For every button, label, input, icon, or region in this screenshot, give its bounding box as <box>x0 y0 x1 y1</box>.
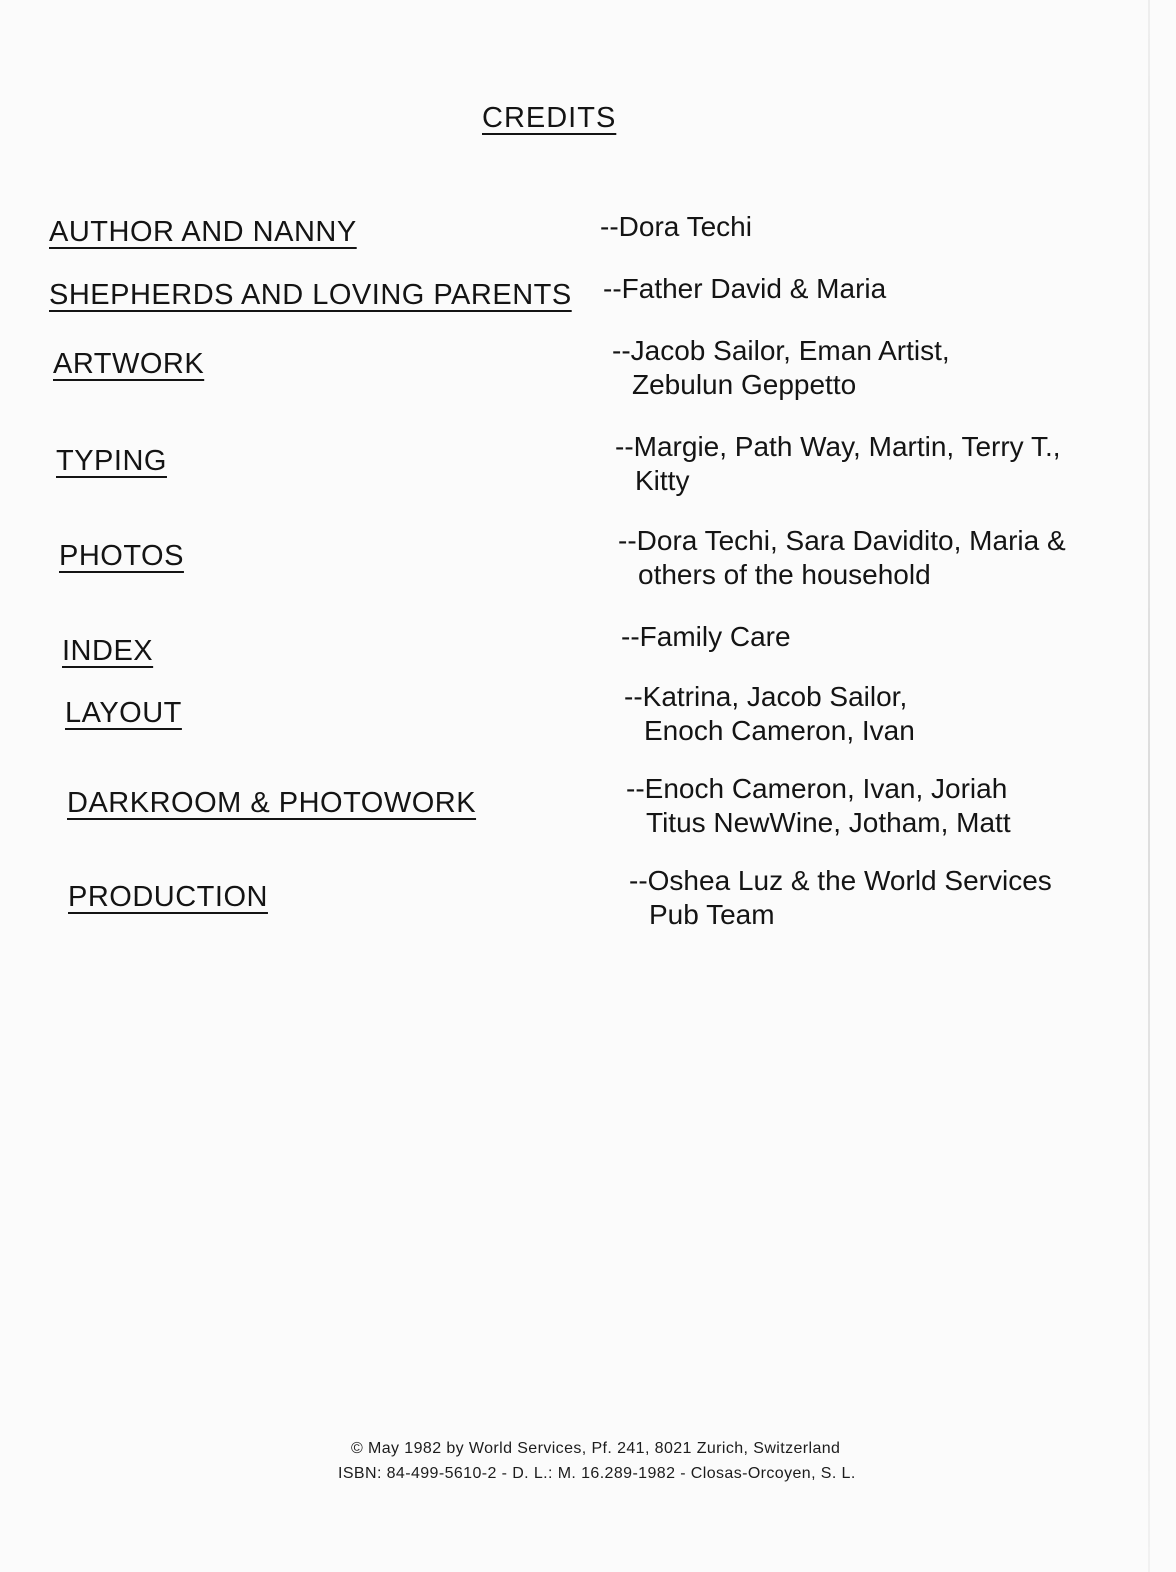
credit-names-artwork <box>612 334 950 402</box>
credit-names-darkroom <box>626 772 1011 840</box>
credit-role-typing: TYPING <box>56 445 167 477</box>
isbn-line: ISBN: 84-499-5610-2 - D. L.: M. 16.289-1982 - Closas-Orcoyen, S. L. <box>338 1465 856 1482</box>
credit-names-line2: others of the household <box>638 559 931 590</box>
credit-names-line2: Enoch Cameron, Ivan <box>644 715 915 746</box>
credit-role-darkroom: DARKROOM & PHOTOWORK <box>67 787 477 819</box>
credit-names-line2: Pub Team <box>649 899 775 930</box>
credit-role-index: INDEX <box>62 635 154 667</box>
credit-role-artwork: ARTWORK <box>53 348 205 380</box>
credit-names-production <box>629 864 1052 932</box>
credit-role-shepherds: SHEPHERDS AND LOVING PARENTS <box>49 279 572 311</box>
credit-names-typing <box>615 430 1061 498</box>
credit-names-line1: --Jacob Sailor, Eman Artist, <box>612 335 950 366</box>
publication-footer <box>338 1436 856 1486</box>
credit-names-photos <box>618 524 1066 592</box>
credit-names-line1: --Dora Techi, Sara Davidito, Maria & <box>618 525 1066 556</box>
credit-names-line1: --Family Care <box>621 621 791 652</box>
credit-names-line1: --Dora Techi <box>600 211 752 242</box>
credit-names-line1: --Oshea Luz & the World Services <box>629 865 1052 896</box>
credit-names-author <box>600 210 752 244</box>
credit-names-line1: --Katrina, Jacob Sailor, <box>624 681 908 712</box>
credit-role-layout: LAYOUT <box>65 697 182 729</box>
copyright-line: © May 1982 by World Services, Pf. 241, 8021 Zurich, Switzerland <box>351 1440 841 1457</box>
credit-names-line1: --Enoch Cameron, Ivan, Joriah <box>626 773 1008 804</box>
credit-role-production: PRODUCTION <box>68 881 268 913</box>
credit-names-shepherds <box>603 272 886 306</box>
scan-edge <box>1148 0 1150 1572</box>
page-title: CREDITS <box>482 102 617 134</box>
credit-names-index <box>621 620 791 654</box>
credit-names-line1: --Father David & Maria <box>603 273 887 304</box>
credit-role-author: AUTHOR AND NANNY <box>49 216 357 248</box>
credit-role-photos: PHOTOS <box>59 540 184 572</box>
credit-names-line2: Titus NewWine, Jotham, Matt <box>646 807 1011 838</box>
credit-names-line2: Kitty <box>635 465 690 496</box>
credit-names-line1: --Margie, Path Way, Martin, Terry T., <box>615 431 1061 462</box>
credit-names-layout <box>624 680 915 748</box>
credit-names-line2: Zebulun Geppetto <box>632 369 857 400</box>
